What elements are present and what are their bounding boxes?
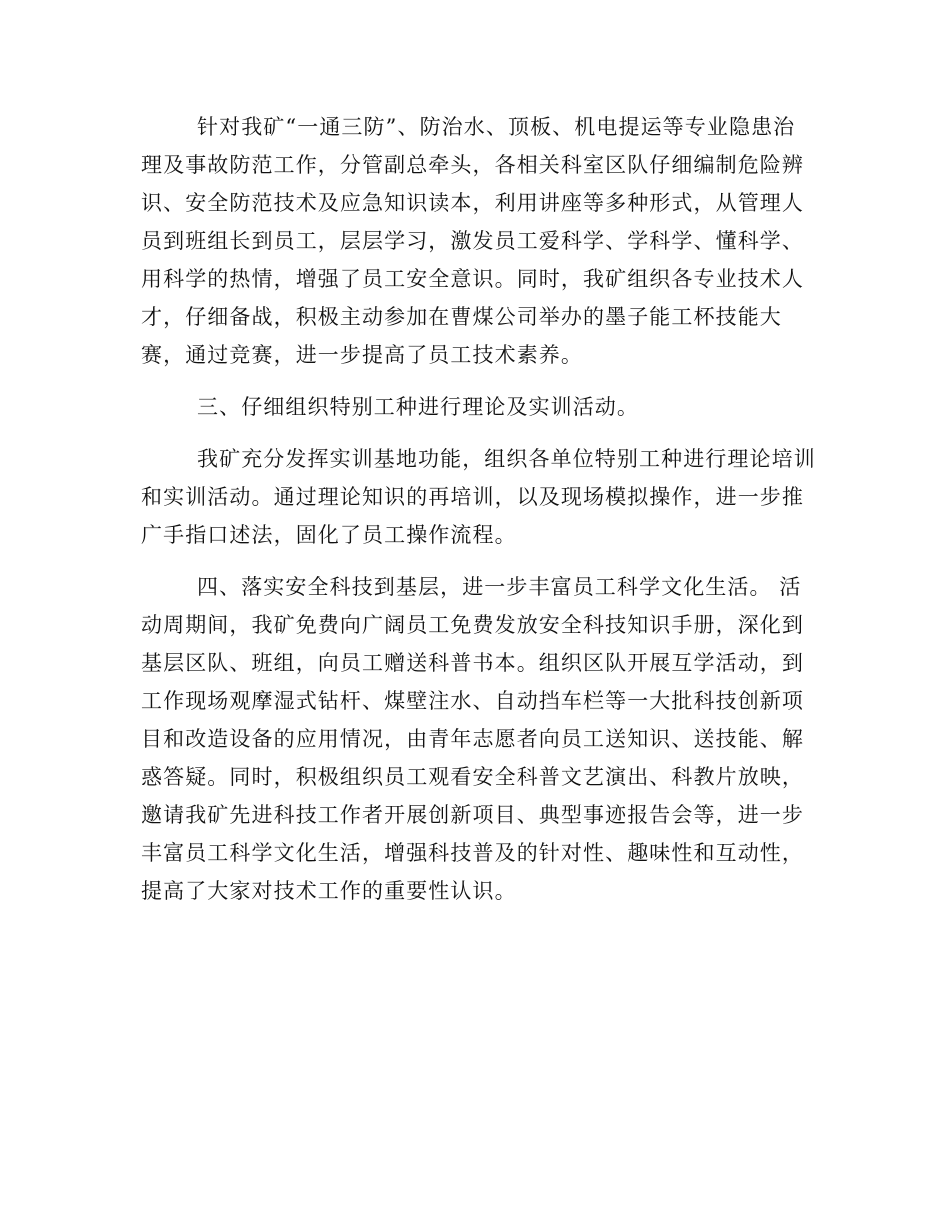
text-line: 邀请我矿先进科技工作者开展创新项目、典型事迹报告会等，进一步 xyxy=(141,803,804,827)
text-line: 用科学的热情，增强了员工安全意识。同时，我矿组织各专业技术人 xyxy=(141,267,804,291)
text-line: 提高了大家对技术工作的重要性认识。 xyxy=(141,879,517,903)
section-heading: 三、仔细组织特别工种进行理论及实训活动。 xyxy=(197,395,639,419)
text-line: 员到班组长到员工，层层学习，激发员工爱科学、学科学、懂科学、 xyxy=(141,229,804,253)
text-line: 惑答疑。同时，积极组织员工观看安全科普文艺演出、科教片放映， xyxy=(141,765,804,789)
paragraph-safety-training xyxy=(141,108,811,374)
paragraph-practical-training xyxy=(141,440,816,554)
text-line: 识、安全防范技术及应急知识读本，利用讲座等多种形式，从管理人 xyxy=(141,191,804,215)
text-line: 广手指口述法，固化了员工操作流程。 xyxy=(141,523,517,547)
text-line: 和实训活动。通过理论知识的再培训，以及现场模拟操作，进一步推 xyxy=(141,485,804,509)
text-line: 基层区队、班组，向员工赠送科普书本。组织区队开展互学活动，到 xyxy=(141,651,804,675)
text-line: 才，仔细备战，积极主动参加在曹煤公司举办的墨子能工杯技能大 xyxy=(141,305,782,329)
text-line: 动周期间，我矿免费向广阔员工免费发放安全科技知识手册，深化到 xyxy=(141,613,804,637)
text-line: 四、落实安全科技到基层，进一步丰富员工科学文化生活。 活 xyxy=(197,575,802,599)
text-line: 丰富员工科学文化生活，增强科技普及的针对性、趣味性和互动性， xyxy=(141,841,804,865)
text-line: 我矿充分发挥实训基地功能，组织各单位特别工种进行理论培训 xyxy=(197,447,816,471)
text-line: 工作现场观摩湿式钻杆、煤壁注水、自动挡车栏等一大批科技创新项 xyxy=(141,689,804,713)
text-line: 理及事故防范工作，分管副总牵头，各相关科室区队仔细编制危险辨 xyxy=(141,153,804,177)
paragraph-science-outreach xyxy=(141,568,811,910)
section-heading-three xyxy=(141,388,811,426)
text-line: 目和改造设备的应用情况，由青年志愿者向员工送知识、送技能、解 xyxy=(141,727,804,751)
text-line: 赛，通过竞赛，进一步提高了员工技术素养。 xyxy=(141,343,583,367)
text-line: 针对我矿“一通三防”、防治水、顶板、机电提运等专业隐患治 xyxy=(197,115,796,139)
document-body xyxy=(141,108,816,910)
